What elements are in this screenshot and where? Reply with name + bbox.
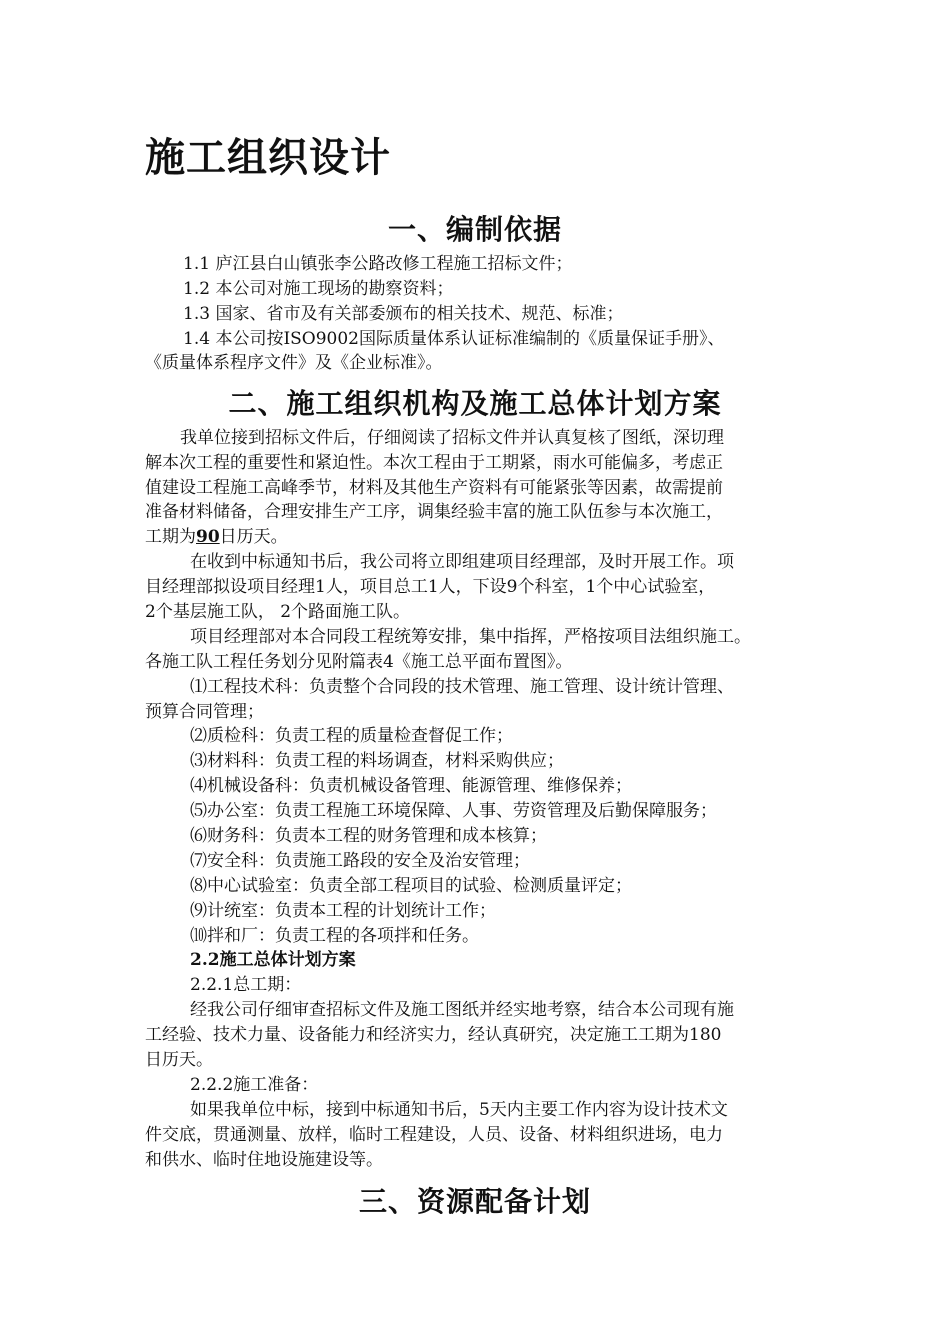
paragraph-line: 值建设工程施工高峰季节，材料及其他生产资料有可能紧张等因素，故需提前 <box>145 478 723 498</box>
department-item: ⑻中心试验室：负责全部工程项目的试验、检测质量评定； <box>190 876 632 896</box>
paragraph-line: 2个基层施工队， 2个路面施工队。 <box>145 602 411 622</box>
department-item-continuation: 预算合同管理； <box>145 702 264 722</box>
period-suffix: 日历天。 <box>219 527 288 547</box>
department-item: ⑽拌和厂：负责工程的各项拌和任务。 <box>190 926 479 946</box>
department-item: ⑴工程技术科：负责整个合同段的技术管理、施工管理、设计统计管理、 <box>190 677 734 697</box>
department-item: ⑶材料科：负责工程的料场调查，材料采购供应； <box>190 751 564 771</box>
paragraph-line: 在收到中标通知书后，我公司将立即组建项目经理部，及时开展工作。项 <box>190 552 734 572</box>
paragraph-line: 和供水、临时住地设施建设等。 <box>145 1150 383 1170</box>
basis-item: 1.2 本公司对施工现场的勘察资料； <box>183 279 454 299</box>
sub-section-label: 2.2.2施工准备： <box>190 1075 319 1095</box>
paragraph-line: 工经验、技术力量、设备能力和经济实力，经认真研究，决定施工工期为180 <box>145 1025 722 1045</box>
section3-heading: 三、资源配备计划 <box>358 1185 591 1218</box>
basis-item: 1.4 本公司按ISO9002国际质量体系认证标准编制的《质量保证手册》、 <box>183 329 725 349</box>
document-title: 施工组织设计 <box>145 135 391 181</box>
paragraph-line: 目经理部拟设项目经理1人，项目总工1人，下设9个科室，1个中心试验室， <box>145 577 716 597</box>
paragraph-line: 各施工队工程任务划分见附篇表4《施工总平面布置图》。 <box>145 652 573 672</box>
department-item: ⑵质检科：负责工程的质量检查督促工作； <box>190 726 513 746</box>
sub-heading: 2.2施工总体计划方案 <box>190 950 356 970</box>
department-item: ⑸办公室：负责工程施工环境保障、人事、劳资管理及后勤保障服务； <box>190 801 717 821</box>
paragraph-line: 件交底，贯通测量、放样，临时工程建设，人员、设备、材料组织进场，电力 <box>145 1125 723 1145</box>
basis-item-continuation: 《质量体系程序文件》及《企业标准》。 <box>145 353 443 373</box>
period-value: 90 <box>196 527 220 547</box>
paragraph-line: 日历天。 <box>145 1050 213 1070</box>
section2-heading: 二、施工组织机构及施工总体计划方案 <box>228 387 722 420</box>
department-item: ⑺安全科：负责施工路段的安全及治安管理； <box>190 851 530 871</box>
basis-item: 1.3 国家、省市及有关部委颁布的相关技术、规范、标准； <box>183 304 624 324</box>
section1-heading: 一、编制依据 <box>387 213 562 246</box>
department-item: ⑹财务科：负责本工程的财务管理和成本核算； <box>190 826 547 846</box>
paragraph-line: 项目经理部对本合同段工程统筹安排，集中指挥，严格按项目法组织施工。 <box>190 627 751 647</box>
basis-item: 1.1 庐江县白山镇张李公路改修工程施工招标文件； <box>183 254 573 274</box>
paragraph-line: 如果我单位中标，接到中标通知书后，5天内主要工作内容为设计技术文 <box>190 1100 728 1120</box>
paragraph-line: 准备材料储备，合理安排生产工序，调集经验丰富的施工队伍参与本次施工， <box>145 502 723 522</box>
paragraph-line: 解本次工程的重要性和紧迫性。本次工程由于工期紧，雨水可能偏多，考虑正 <box>145 453 723 473</box>
paragraph-line: 经我公司仔细审查招标文件及施工图纸并经实地考察，结合本公司现有施 <box>190 1000 734 1020</box>
construction-period-line <box>145 525 288 549</box>
department-item: ⑼计统室：负责本工程的计划统计工作； <box>190 901 496 921</box>
paragraph-line: 我单位接到招标文件后，仔细阅读了招标文件并认真复核了图纸，深切理 <box>180 428 724 448</box>
sub-section-label: 2.2.1总工期： <box>190 975 302 995</box>
department-item: ⑷机械设备科：负责机械设备管理、能源管理、维修保养； <box>190 776 632 796</box>
period-prefix: 工期为 <box>145 527 196 547</box>
